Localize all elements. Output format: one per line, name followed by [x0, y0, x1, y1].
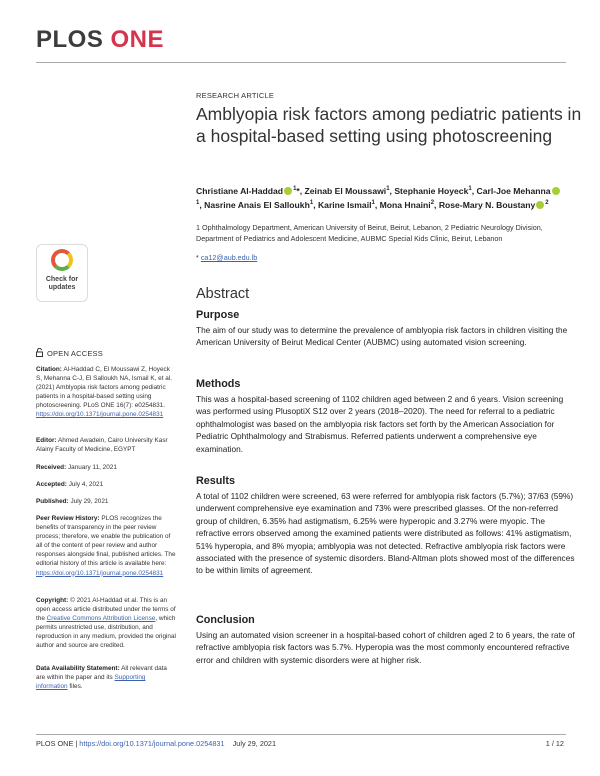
author-affiliation-marker: 2	[545, 199, 549, 206]
peer-review-block	[36, 514, 176, 578]
section-text-purpose: The aim of our study was to determine the prevalence of amblyopia risk factors in children visiting the American University of Beirut Medical Center (AUBMC) using automated vision screening.	[196, 325, 568, 348]
received-label: Received:	[36, 464, 67, 471]
corresponding-email-link[interactable]: ca12@aub.edu.lb	[200, 253, 258, 262]
author-name: Karine Ismail	[317, 199, 372, 210]
citation-label: Citation:	[36, 366, 62, 373]
author-separator: *,	[296, 185, 303, 196]
author-affiliation-marker: 1	[371, 199, 375, 206]
author-separator: ,	[389, 185, 392, 196]
published-date: July 29, 2021	[70, 498, 109, 505]
copyright-text-1: © 2021 Al-Haddad et al. This is an open access article distributed under the terms of the	[36, 597, 176, 623]
copyright-block	[36, 596, 176, 651]
open-access-label: OPEN ACCESS	[47, 349, 103, 358]
author-affiliation-marker: 1	[468, 186, 472, 192]
author-separator: ,	[313, 199, 316, 210]
accepted-block	[36, 480, 176, 489]
footer	[36, 739, 276, 748]
logo-one: ONE	[110, 26, 165, 53]
section-heading-conclusion: Conclusion	[196, 614, 255, 626]
journal-logo	[36, 26, 164, 54]
orcid-icon[interactable]	[536, 201, 544, 209]
footer-journal: PLOS ONE	[36, 739, 74, 748]
author-list	[196, 183, 566, 211]
peer-review-text: PLOS recognizes the benefits of transparency in the peer review process; therefore, we enable the publication of all of the content of peer review and author responses alongside final, published articles. The editorial history of this article is available here:	[36, 515, 176, 568]
received-block	[36, 463, 176, 472]
footer-separator: |	[75, 739, 78, 748]
author-separator: ,	[199, 199, 202, 210]
section-heading-purpose: Purpose	[196, 309, 240, 321]
orcid-icon[interactable]	[284, 187, 292, 195]
author-separator: ,	[471, 185, 475, 196]
accepted-date: July 4, 2021	[68, 481, 104, 488]
open-lock-icon	[36, 348, 43, 357]
logo-plos: PLOS	[36, 26, 104, 53]
author-affiliation-marker: 1	[309, 199, 314, 206]
author-name: Christiane Al-Haddad	[196, 185, 284, 196]
data-availability-text-1: All relevant data are within the paper and its	[36, 665, 167, 682]
citation-block	[36, 365, 176, 420]
editor-label: Editor:	[36, 437, 57, 444]
section-text-methods: This was a hospital-based screening of 1102 children aged between 2 and 6 years. Vision screening was performed using PlusoptiX S12 over 2 years (2018–2020). The need for referral to a pediatric ophthalmologist was based on the amblyopia risk factors set forth by the American Association for Pediatric Ophthalmology and Strabismus. Referred patients underwent a comprehensive eye examination.	[196, 394, 564, 454]
data-availability-label: Data Availability Statement:	[36, 665, 120, 672]
footer-divider	[36, 734, 566, 735]
author-separator: ,	[374, 199, 378, 210]
peer-review-label: Peer Review History:	[36, 515, 100, 522]
author-name: Mona Hnaini	[379, 199, 431, 210]
data-availability-block	[36, 664, 176, 691]
affiliations: 1 Ophthalmology Department, American University of Beirut, Beirut, Lebanon, 2 Pediatric Neurology Division, Department of Pediatrics and Adolescent Medicine, AUBMC Special Kids Clinic, Beirut, Lebanon	[196, 223, 543, 243]
article-title: Amblyopia risk factors among pediatric patients in a hospital-based setting using photoscreening	[196, 104, 582, 146]
author-name: Carl-Joe Mehanna	[476, 185, 551, 196]
corresponding-marker: *	[196, 253, 199, 262]
section-heading-methods: Methods	[196, 378, 241, 390]
author-name: Nasrine Anais El Salloukh	[204, 199, 310, 210]
author-name: Zeinab El Moussawi	[304, 185, 387, 196]
accepted-label: Accepted:	[36, 481, 67, 488]
check-for-updates-button[interactable]	[36, 244, 88, 302]
copyright-label: Copyright:	[36, 597, 69, 604]
check-updates-label: Check for updates	[45, 276, 79, 291]
received-date: January 11, 2021	[67, 464, 117, 471]
footer-date: July 29, 2021	[232, 739, 277, 748]
data-availability-text-2: files.	[69, 683, 83, 691]
editor-text: Ahmed Awadein, Cairo University Kasr Alainy Faculty of Medicine, EGYPT	[36, 437, 168, 454]
peer-review-link[interactable]: https://doi.org/10.1371/journal.pone.0254831	[36, 569, 164, 577]
published-label: Published:	[36, 498, 69, 505]
author-separator: ,	[434, 199, 437, 210]
corresponding-author	[196, 253, 257, 262]
supporting-information-link[interactable]: Supporting information	[36, 674, 146, 691]
author-name: Stephanie Hoyeck	[394, 185, 469, 196]
editor-block	[36, 436, 176, 454]
author-affiliation-marker: 1	[293, 186, 297, 192]
license-link[interactable]: Creative Commons Attribution License	[46, 615, 156, 623]
citation-text: Al-Haddad C, El Moussawi Z, Hoyeck S, Mehanna C-J, El Salloukh NA, Ismail K, et al. (2021) Amblyopia risk factors among pediatric patients in a hospital-based setting using photoscreening. PLoS ONE 16(7): e0254831.	[36, 366, 173, 410]
check-updates-icon	[51, 249, 73, 271]
header-divider	[36, 62, 566, 63]
section-text-conclusion: Using an automated vision screener in a hospital-based cohort of children aged 2 to 6 years, the rate of refractive amblyopia risk factors was 5.7%. Hyperopia was the most commonly encountered refractive error and children with systemic disorders were at higher risk.	[196, 630, 575, 665]
author-affiliation-marker: 1	[386, 186, 390, 192]
author-affiliation-marker: 1	[196, 199, 200, 206]
article-type: RESEARCH ARTICLE	[196, 91, 275, 100]
open-access-badge	[36, 348, 103, 358]
section-heading-results: Results	[196, 475, 236, 487]
author-affiliation-marker: 2	[430, 199, 435, 206]
footer-doi-link[interactable]: https://doi.org/10.1371/journal.pone.0254831	[79, 739, 225, 748]
copyright-text-2: , which permits unrestricted use, distribution, and reproduction in any medium, provided the original author and source are credited.	[36, 615, 176, 650]
author-name: Rose-Mary N. Boustany	[438, 199, 536, 210]
citation-doi-link[interactable]: https://doi.org/10.1371/journal.pone.0254831	[36, 411, 164, 419]
abstract-heading: Abstract	[196, 286, 250, 302]
section-text-results: A total of 1102 children were screened, 63 were referred for amblyopia risk factors (5.7%); 37/63 (59%) underwent comprehensive eye examination and 73% were prescribed glasses. Of the non-referred group of children, 6.35% had astigmatism, 6.25% were hyperopic and 3.27% were myopic. The refractive errors observed among the examined patients were distributed as follows: 41% astigmatism, 51% hyperopia, and 8% myopia; amblyopia was not detected. Refractive amblyopia risk factors were associated with the presence of systemic disorders. Bland-Altman plots showed most of the differences to be within limits of agreement.	[196, 491, 575, 576]
page-number: 1 / 12	[545, 739, 564, 748]
orcid-icon[interactable]	[552, 187, 560, 195]
published-block	[36, 497, 176, 506]
